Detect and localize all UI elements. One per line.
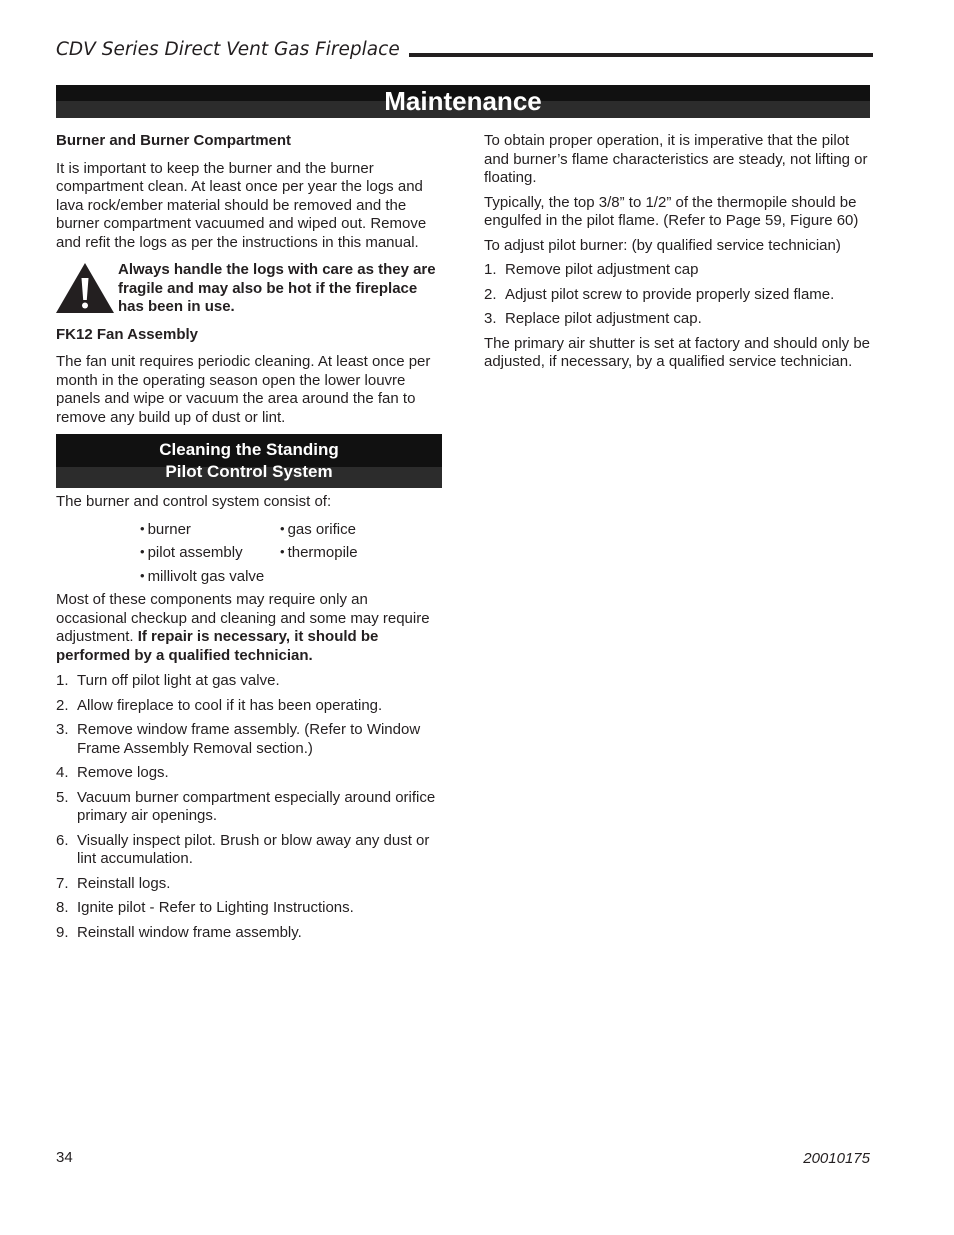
warning-triangle-icon [56, 261, 118, 315]
list-item: 4. Remove logs. [56, 764, 169, 781]
consist-paragraph: The burner and control system consist of: [56, 493, 332, 510]
page-header [56, 38, 873, 64]
cleaning-steps [56, 672, 442, 942]
list-item: 3. Remove window frame assembly. (Refer to Window Frame Assembly Removal section.) [56, 721, 421, 757]
warning-callout [56, 261, 442, 317]
list-item: 1. Turn off pilot light at gas valve. [56, 672, 280, 689]
document-number: 20010175 [803, 1150, 870, 1167]
left-column [56, 132, 442, 948]
burner-heading: Burner and Burner Compartment [56, 132, 292, 149]
section-title-line2: Pilot Control System [165, 462, 333, 481]
section-title-bar [56, 434, 442, 488]
air-shutter-paragraph: The primary air shutter is set at factory and should only be adjusted, if necessary, by a qualified service technician. [484, 334, 871, 370]
list-item: 6. Visually inspect pilot. Brush or blow away any dust or lint accumulation. [56, 831, 430, 867]
header-rule [409, 53, 873, 57]
list-item: 5. Vacuum burner compartment especially around orifice primary air openings. [56, 788, 436, 824]
list-item: • millivolt gas valve [140, 567, 265, 585]
list-item: • pilot assembly [140, 544, 243, 561]
page-title: Maintenance [384, 86, 542, 116]
list-item: 9. Reinstall window frame assembly. [56, 923, 302, 941]
page-number: 34 [56, 1149, 73, 1166]
list-item: 2. Allow fireplace to cool if it has been operating. [56, 696, 383, 714]
list-item: 1. Remove pilot adjustment cap [484, 261, 699, 278]
list-item: • burner [140, 520, 191, 538]
warning-text: Always handle the logs with care as they are fragile and may also be hot if the fireplace has been in use. [118, 261, 436, 315]
list-item: 3. Replace pilot adjustment cap. [484, 310, 702, 327]
adjust-paragraph: To adjust pilot burner: (by qualified service technician) [484, 236, 841, 254]
components-bold-text: If repair is necessary, it should be performed by a qualified technician. [56, 628, 379, 664]
thermopile-paragraph: Typically, the top 3/8” to 1/2” of the thermopile should be engulfed in the pilot flame. (Refer to Page 59, Figure 60) [484, 193, 859, 229]
right-column [484, 132, 870, 372]
list-item: • gas orifice [280, 520, 356, 538]
adjust-steps [484, 261, 870, 329]
burner-paragraph: It is important to keep the burner and the burner compartment clean. At least once per year the logs and lava rock/ember material should be removed and the burner compartment vacuumed and wiped out. Remove and refit the logs as per the instructions in this manual. [56, 159, 427, 251]
fan-paragraph: The fan unit requires periodic cleaning. At least once per month in the operating season open the lower louvre panels and wipe or vacuum the area around the fan to remove any build up of dust or lint. [56, 353, 431, 426]
components-text: Most of these components may require only an occasional checkup and cleaning and some may require adjustment. [56, 591, 430, 645]
list-item: • thermopile [280, 544, 358, 561]
page-title-bar [56, 85, 870, 118]
list-item: 8. Ignite pilot - Refer to Lighting Instructions. [56, 899, 354, 916]
header-title: CDV Series Direct Vent Gas Fireplace [56, 39, 400, 60]
fan-heading: FK12 Fan Assembly [56, 325, 198, 343]
components-paragraph [56, 591, 442, 665]
list-item: 2. Adjust pilot screw to provide properly sized flame. [484, 285, 835, 303]
list-item: 7. Reinstall logs. [56, 874, 171, 892]
section-title-line1: Cleaning the Standing [159, 440, 339, 459]
component-list [140, 520, 442, 587]
flame-paragraph: To obtain proper operation, it is imperative that the pilot and burner’s flame characteristics are steady, not lifting or floating. [484, 132, 868, 186]
